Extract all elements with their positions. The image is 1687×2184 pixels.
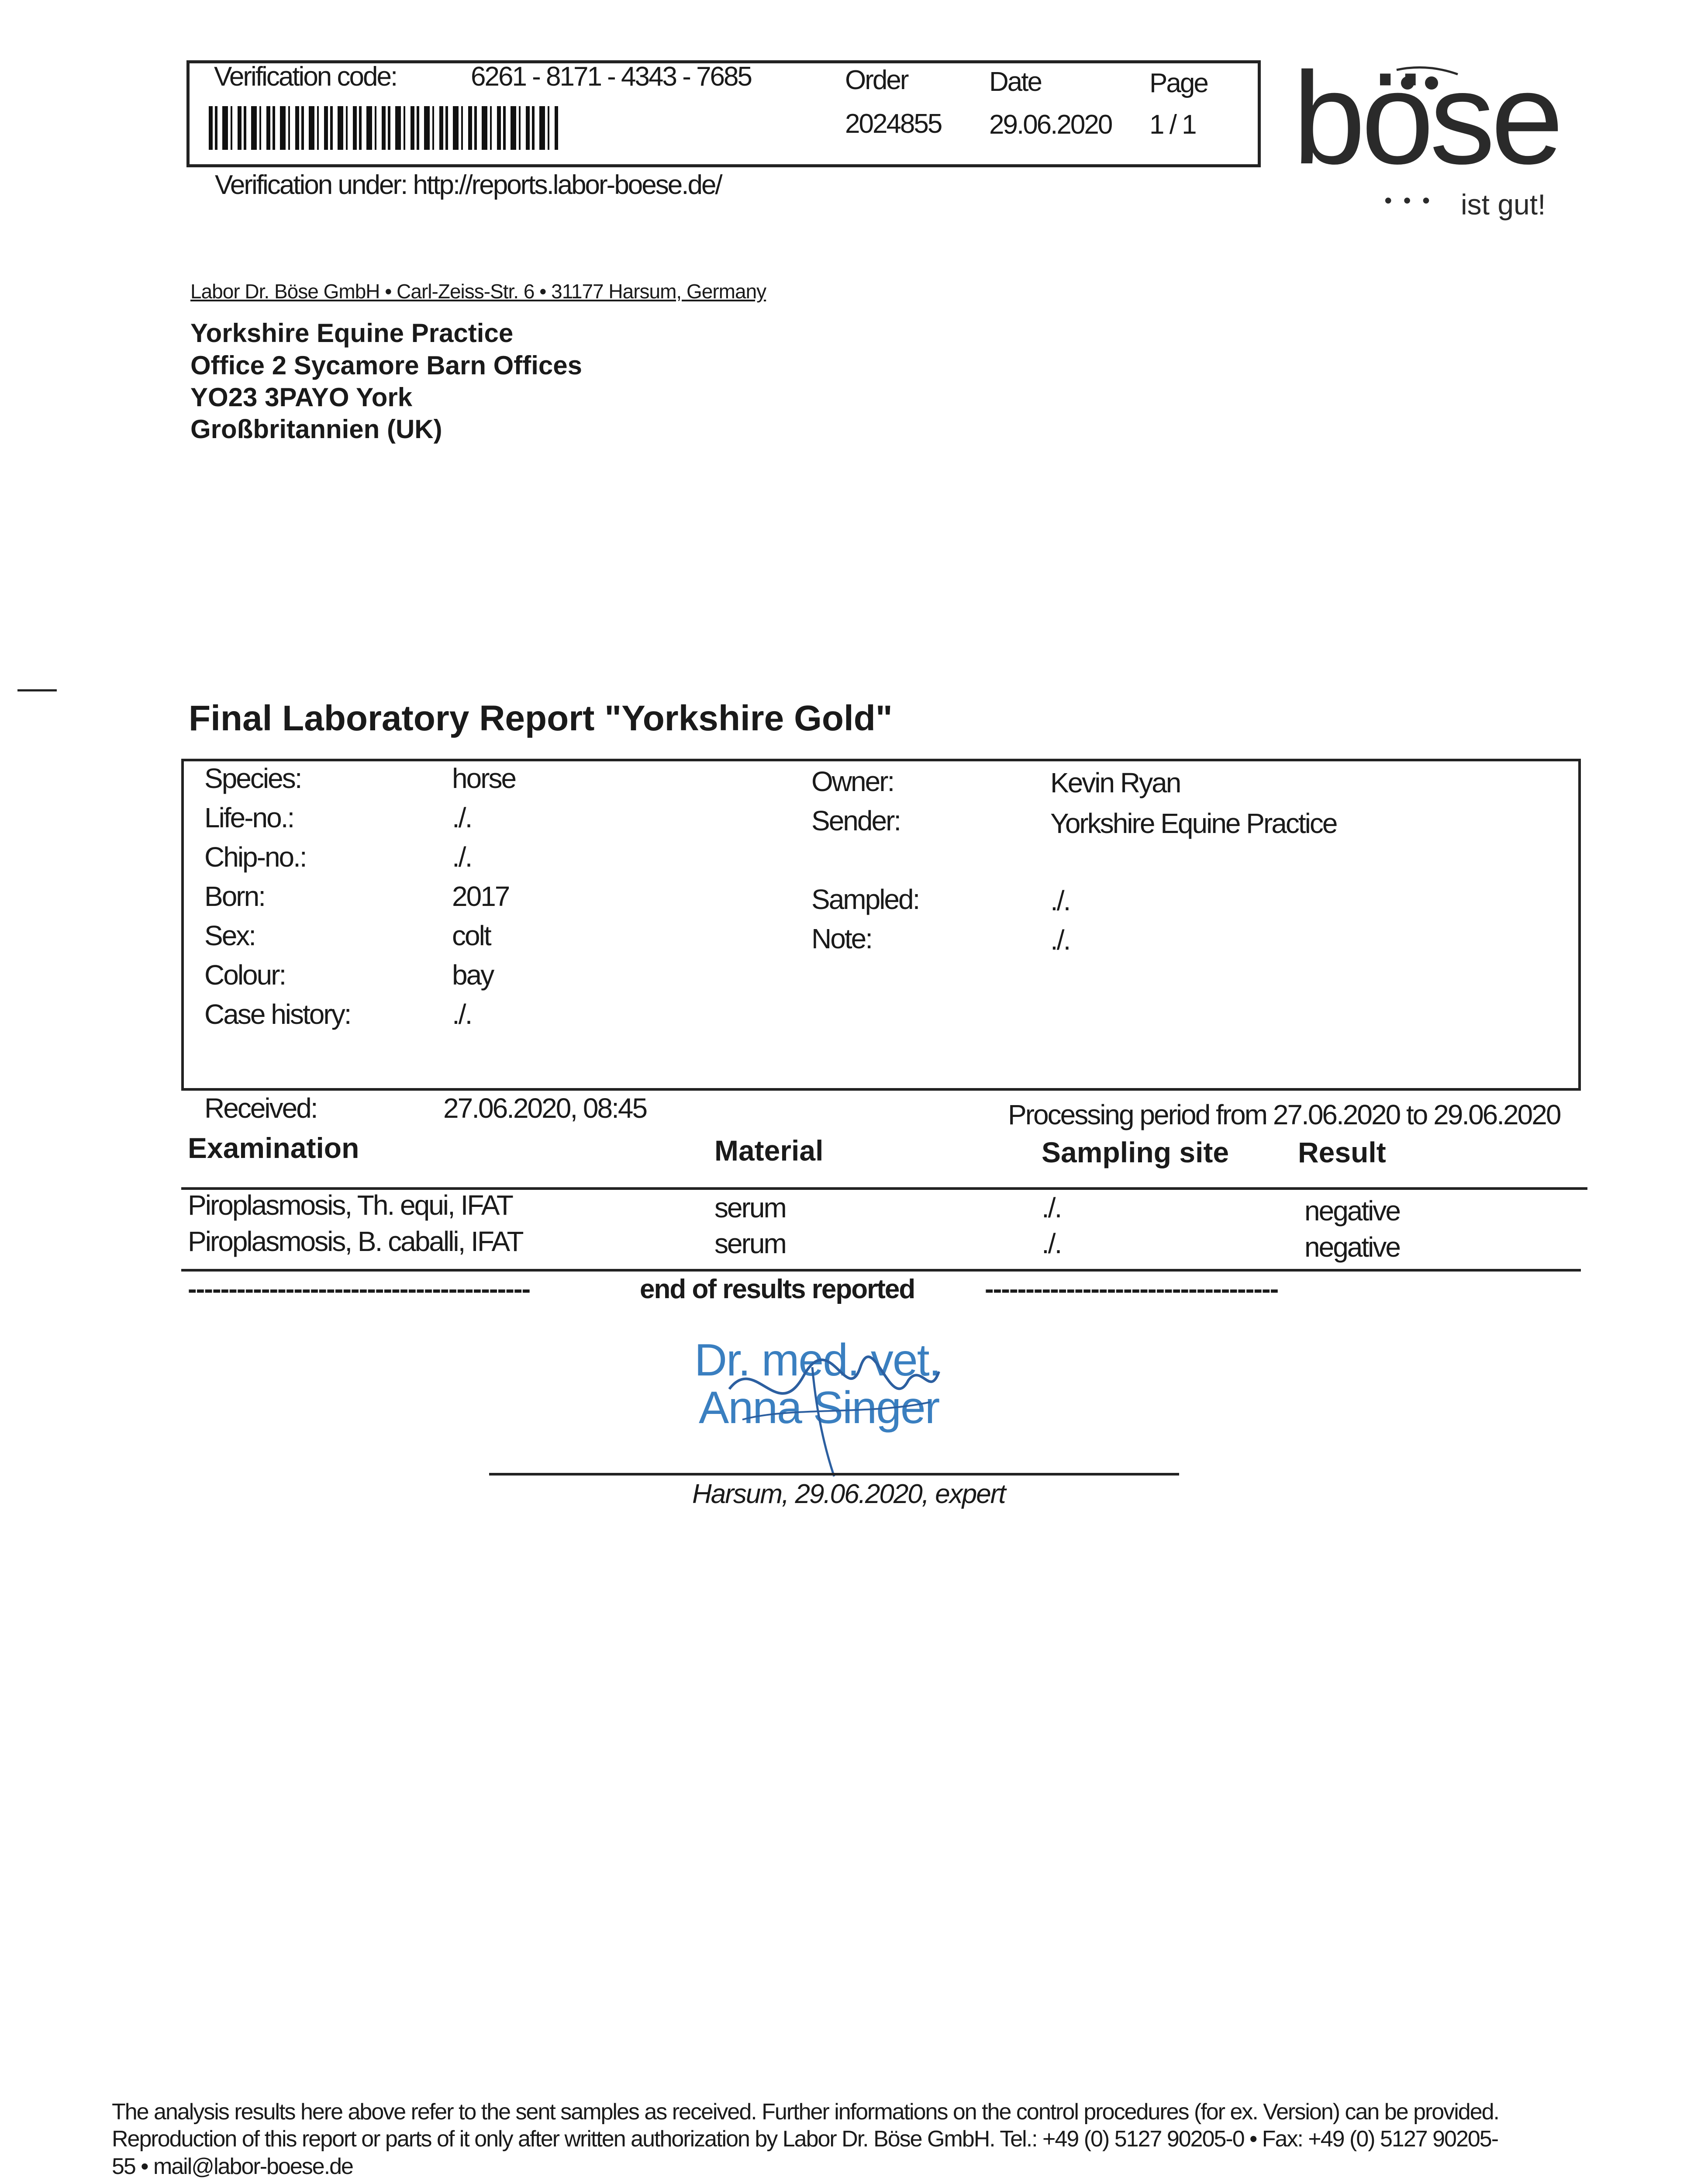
recipient-line-2: Office 2 Sycamore Barn Offices (190, 351, 583, 380)
page-label: Page (1149, 68, 1207, 98)
date-value: 29.06.2020 (989, 110, 1112, 140)
received-value: 27.06.2020, 08:45 (443, 1092, 647, 1124)
born-label: Born: (204, 881, 265, 912)
logo-tagline: ist gut! (1461, 188, 1546, 221)
barcode-image (209, 106, 558, 150)
species-label: Species: (204, 763, 301, 794)
row2-material: serum (714, 1228, 786, 1259)
row1-result: negative (1304, 1195, 1400, 1227)
history-value: ./. (452, 999, 472, 1030)
sex-value: colt (452, 920, 490, 951)
col-header-examination: Examination (188, 1132, 359, 1164)
row1-site: ./. (1042, 1192, 1061, 1223)
order-value: 2024855 (845, 109, 942, 139)
row1-examination: Piroplasmosis, Th. equi, IFAT (188, 1189, 512, 1221)
footer-line-3: 55 • mail@labor-boese.de (112, 2154, 353, 2179)
recipient-line-1: Yorkshire Equine Practice (190, 318, 514, 348)
chipno-value: ./. (452, 841, 472, 873)
stamp-line-2: Anna Singer (699, 1382, 939, 1434)
colour-label: Colour: (204, 959, 286, 991)
signature-line (489, 1473, 1179, 1476)
handwritten-signature (703, 1328, 965, 1487)
received-label: Received: (204, 1092, 317, 1124)
note-label: Note: (811, 923, 872, 954)
lifeno-value: ./. (452, 802, 472, 833)
table-footer-rule (181, 1269, 1581, 1272)
signature-caption: Harsum, 29.06.2020, expert (692, 1479, 1005, 1509)
verification-url[interactable]: Verification under: http://reports.labor-boese.de/ (215, 170, 721, 200)
stamp-line-1: Dr. med. vet. (694, 1335, 941, 1386)
col-header-sampling-site: Sampling site (1042, 1136, 1229, 1168)
verification-code-label: Verification code: (214, 62, 397, 92)
col-header-result: Result (1298, 1136, 1386, 1168)
processing-period: Processing period from 27.06.2020 to 29.06.2020 (1008, 1099, 1560, 1130)
born-value: 2017 (452, 881, 509, 912)
lab-logo: böse (1293, 45, 1559, 191)
footer-line-2: Reproduction of this report or parts of it only after written authorization by Labor Dr. Böse GmbH. Tel.: +49 (0) 5127 90205-0 • Fax: +49 (0) 5127 90205- (112, 2126, 1498, 2152)
order-label: Order (845, 65, 908, 95)
date-label: Date (989, 67, 1041, 97)
lifeno-label: Life-no.: (204, 802, 294, 833)
colour-value: bay (452, 959, 493, 991)
lab-address-line: Labor Dr. Böse GmbH • Carl-Zeiss-Str. 6 • 31177 Harsum, Germany (190, 280, 766, 303)
sender-value: Yorkshire Equine Practice (1050, 808, 1337, 839)
recipient-line-4: Großbritannien (UK) (190, 415, 442, 444)
owner-value: Kevin Ryan (1050, 767, 1180, 798)
end-dashes-left: ------------------------------------------ (188, 1274, 530, 1304)
logo-dots: • • • (1384, 188, 1433, 213)
page-value: 1 / 1 (1149, 110, 1196, 140)
row2-result: negative (1304, 1231, 1400, 1263)
note-value: ./. (1050, 924, 1070, 956)
chipno-label: Chip-no.: (204, 841, 306, 873)
footer-line-1: The analysis results here above refer to the sent samples as received. Further informations on the control procedures (for ex. Version) can be provided. (112, 2099, 1499, 2125)
verification-code: 6261 - 8171 - 4343 - 7685 (471, 62, 751, 92)
end-of-results: end of results reported (640, 1274, 915, 1304)
col-header-material: Material (714, 1134, 824, 1167)
species-value: horse (452, 763, 516, 794)
row2-examination: Piroplasmosis, B. caballi, IFAT (188, 1226, 523, 1257)
sex-label: Sex: (204, 920, 255, 951)
margin-mark (17, 689, 57, 691)
end-dashes-right: ------------------------------------ (985, 1274, 1278, 1304)
history-label: Case history: (204, 999, 351, 1030)
row2-site: ./. (1042, 1228, 1061, 1259)
owner-label: Owner: (811, 766, 894, 797)
report-title: Final Laboratory Report "Yorkshire Gold" (189, 698, 893, 738)
recipient-line-3: YO23 3PAYO York (190, 383, 413, 412)
row1-material: serum (714, 1192, 786, 1223)
sampled-value: ./. (1050, 885, 1070, 916)
sampled-label: Sampled: (811, 884, 919, 915)
sender-label: Sender: (811, 805, 900, 836)
